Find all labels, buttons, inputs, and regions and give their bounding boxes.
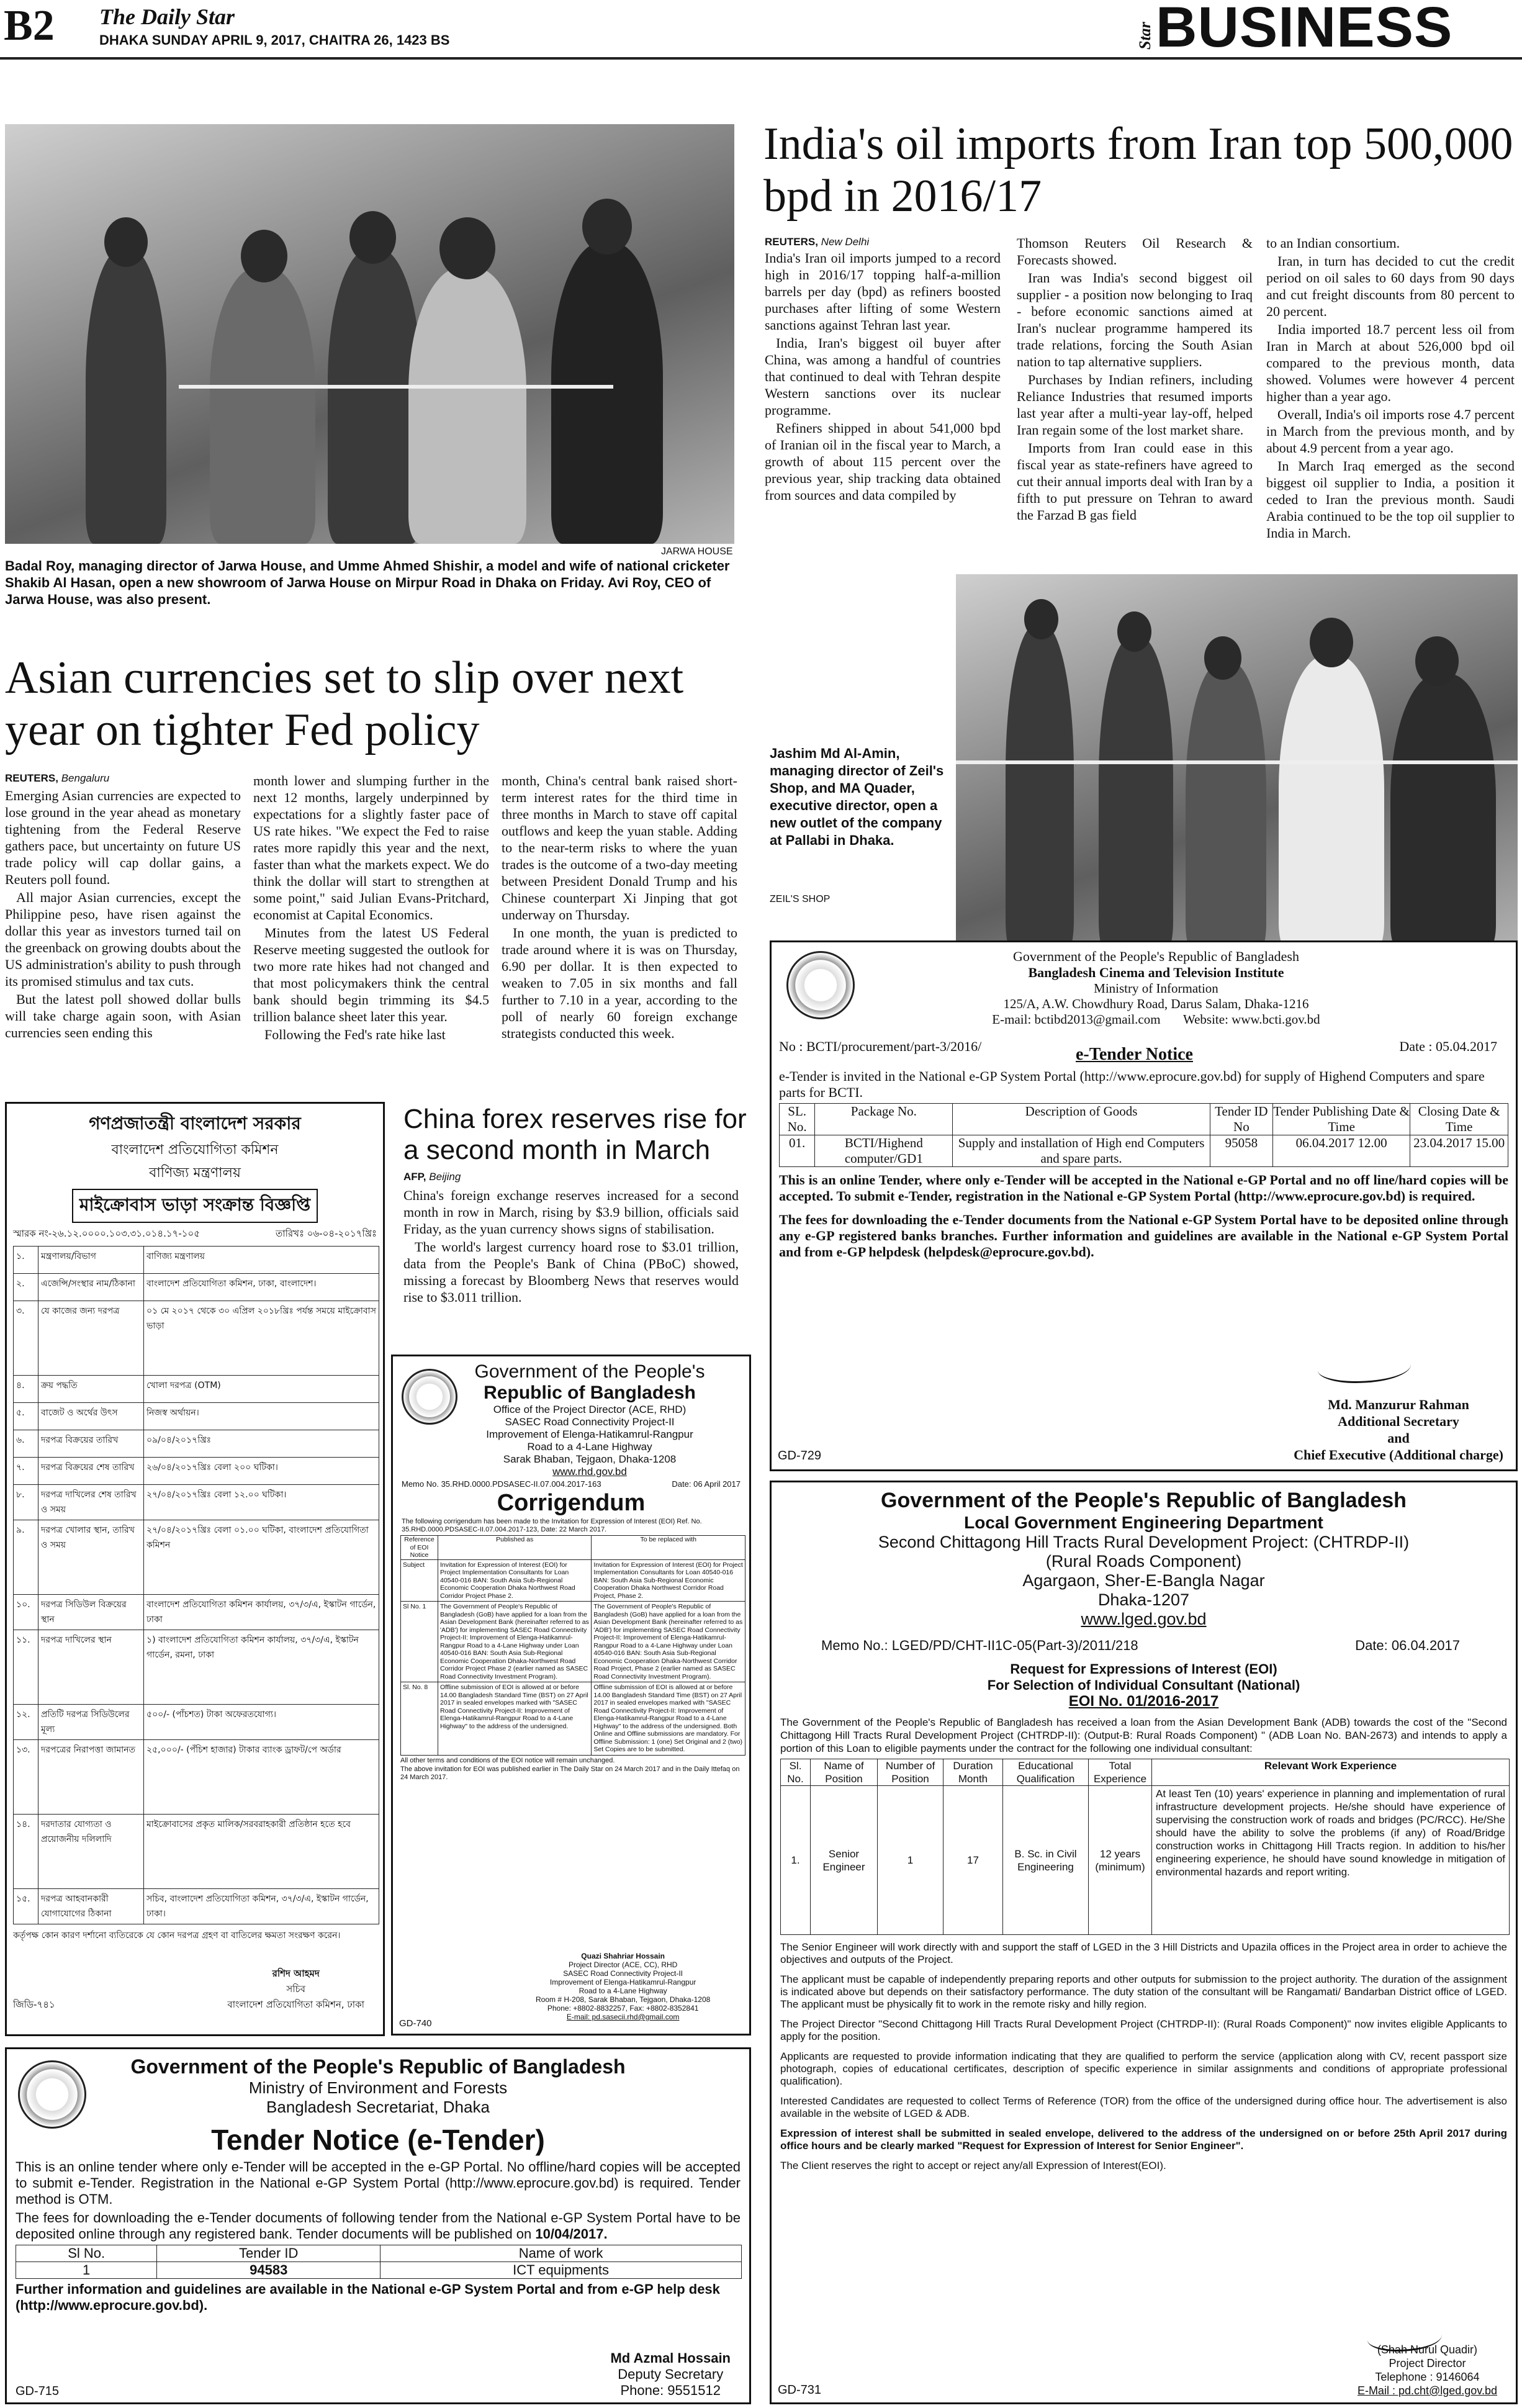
rhd-table-cell: Offline submission of EOI is allowed at or before 14.00 Bangladesh Standard Time (BST) on 27 April 2017 in sealed envelopes marked with "SASEC Road Connectivity Project-II: Improvement of Elenga-Hatikamrul-Rangpur Road to a 4-Lane Highway" to the address of the undersigned.	[438, 1682, 592, 1756]
bn-date: তারিখঃ ০৬-০৪-২০১৭খ্রিঃ	[275, 1228, 377, 1239]
bn-signer: রশিদ আহমদ	[272, 1968, 320, 1979]
rhd-memo: Memo No. 35.RHD.0000.PDSASEC-II.07.004.2017-163	[402, 1479, 601, 1489]
bn-table-cell: ১.	[14, 1247, 38, 1274]
bn-table-cell: দরপত্র সিডিউল বিক্রয়ের স্থান	[38, 1595, 144, 1630]
oil-col2-paragraph: Iran was India's second biggest oil supplier - a position now belonging to Iraq - before economic sanctions aimed at Iran's nuclear programme hampered its trade relations, forcing the South Asian nation to tap alternative suppliers.	[1017, 270, 1253, 369]
bn-table-cell: সচিব, বাংলাদেশ প্রতিযোগিতা কমিশন, ৩৭/৩/এ, ইস্কাটন গার্ডেন, ঢাকা।	[144, 1889, 379, 1924]
rhd-table-cell: The Government of People's Republic of Bangladesh (GoB) have applied for a loan from the Asian Development Bank (hereinafter referred to as 'ADB') for implementing SASEC Road Connectivity Project-II: Improvement of Elenga-Hatikamrul-Rangpur Road to a 4-Lane Highway under Loan 40540-016 BAN: South Asia Sub-Regional Economic Cooperation Dhaka-Northwest Road Corridor Project Phase 2 (earlier named as SASEC Road Connectivity Investment Program).	[438, 1602, 592, 1682]
asian-headline: Asian currencies set to slip over next year on tighter Fed policy	[5, 652, 684, 755]
bn-table-row	[14, 1705, 379, 1740]
rhd-note-2: The above invitation for EOI was published earlier in The Daily Star on 24 March 2017 and in the Daily Ittefaq on 24 March 2017.	[400, 1765, 740, 1781]
china-paragraph: China's foreign exchange reserves increased for a second month in row in March, rising by $3.9 billion, officials said Friday, as the yuan currency shows signs of stabilisation.	[403, 1188, 739, 1237]
rhd-table-header: Reference of EOI Notice	[401, 1536, 438, 1560]
rhd-line-7: Sarak Bhaban, Tejgaon, Dhaka-1208	[503, 1453, 677, 1465]
bn-table-row	[14, 1889, 379, 1924]
moef-phone: Phone: 9551512	[620, 2383, 721, 2398]
bn-memo: স্মারক নং-২৬.১২.০০০০.১০৩.৩১.০১৪.১৭-১০৫	[13, 1228, 200, 1239]
oil-column-3	[1266, 235, 1515, 554]
bn-table-cell: ৩.	[14, 1301, 38, 1376]
bn-footer: কর্তৃপক্ষ কোন কারণ দর্শানো ব্যতিরেকে যে কোন দরপত্র গ্রহণ বা বাতিলের ক্ষমতা সংরক্ষণ করেন।	[13, 1931, 341, 1941]
lged-td-experience: 12 years (minimum)	[1089, 1786, 1152, 1935]
bcti-signer-title-2: and	[1387, 1430, 1410, 1446]
bcti-line-2: Bangladesh Cinema and Television Institute	[1028, 965, 1284, 980]
lged-td-duration: 17	[943, 1786, 1003, 1935]
jarwa-house-photo	[5, 124, 734, 544]
lged-paragraphs	[772, 1935, 1516, 2186]
lged-td-number: 1	[878, 1786, 943, 1935]
lged-intro: The Government of the People's Republic of Bangladesh has received a loan from the Asian Development Bank (ADB) towards the cost of the "Second Chittagong Hill Tracts Rural Development Project (CHTRDP-II): (Output-B: Rural Roads Component) " (ADB Loan No. BAN-2673) and intends to apply a portion of this Loan to eligible payments under the contract for the following one individual consultant:	[780, 1716, 1507, 1754]
bn-table-cell: নিজস্ব অর্থায়ন।	[144, 1403, 379, 1430]
rhd-table-cell: Subject	[401, 1559, 438, 1602]
rhd-table-header: Published as	[438, 1536, 592, 1560]
bn-table	[13, 1246, 379, 1924]
bn-table-cell: মন্ত্রণালয়/বিভাগ	[38, 1247, 144, 1274]
rhd-signer-7: Phone: +8802-8832257, Fax: +8802-8352841	[547, 2004, 699, 2013]
oil-byline-agency: REUTERS,	[765, 236, 818, 248]
bcti-td-closing: 23.04.2017 15.00	[1410, 1135, 1508, 1167]
bn-table-cell: ১২.	[14, 1705, 38, 1740]
bn-table-cell: যে কাজের জন্য দরপত্র	[38, 1301, 144, 1376]
bengali-microbus-notice	[5, 1102, 385, 2036]
bcti-date: Date : 05.04.2017	[1399, 1039, 1497, 1054]
lged-title-3: EOI No. 01/2016-2017	[1068, 1693, 1219, 1710]
jarwa-credit: JARWA HOUSE	[661, 546, 733, 557]
moef-th-id: Tender ID	[157, 2245, 381, 2262]
bn-table-row	[14, 1595, 379, 1630]
bcti-th-package: Package No.	[815, 1104, 953, 1135]
bn-table-cell: দরপত্র খোলার স্থান, তারিখ ও সময়	[38, 1520, 144, 1595]
bn-heading-1: গণপ্রজাতন্ত্রী বাংলাদেশ সরকার	[89, 1113, 301, 1134]
bcti-td-id: 95058	[1210, 1135, 1272, 1167]
bcti-th-sl: SL. No.	[780, 1104, 815, 1135]
rhd-table-header: To be replaced with	[592, 1536, 745, 1560]
oil-byline	[765, 236, 869, 248]
asian-col3-paragraph: month, China's central bank raised short-term interest rates for the third time in three months in March to stave off capital outflows and keep the yuan stable. Adding to the near-term risks to where the yuan trades is the outcome of a two-day meeting between President Donald Trump and his Chinese counterpart Xi Jinping that got underway on Thursday.	[502, 773, 737, 922]
oil-col1-paragraph: India, Iran's biggest oil buyer after China, was among a handful of countries that continued to deal with Tehran despite Western sanctions over its nuclear programme.	[765, 335, 1001, 418]
moef-title: Tender Notice (e-Tender)	[211, 2124, 545, 2156]
section-star: Star	[1136, 22, 1154, 50]
bn-table-cell: বাংলাদেশ প্রতিযোগিতা কমিশন, ঢাকা, বাংলাদেশ।	[144, 1274, 379, 1301]
moef-td-sl: 1	[16, 2262, 157, 2279]
bn-table-row	[14, 1247, 379, 1274]
asian-byline-place: Bengaluru	[61, 772, 110, 784]
rhd-date: Date: 06 April 2017	[672, 1479, 741, 1489]
bn-table-cell: দরপত্র দাখিলের শেষ তারিখ ও সময়	[38, 1485, 144, 1520]
bn-table-cell: ১০.	[14, 1595, 38, 1630]
rhd-signer-6: Room # H-208, Sarak Bhaban, Tejgaon, Dhaka-1208	[536, 1995, 711, 2004]
moef-td-id: 94583	[157, 2262, 381, 2279]
bn-table-cell: দরদাতার যোগ্যতা ও প্রয়োজনীয় দলিলাদি	[38, 1815, 144, 1889]
rhd-signer-2: Project Director (ACE, CC), RHD	[568, 1960, 678, 1969]
lged-gd-number: GD-731	[778, 2383, 822, 2397]
zeils-caption: Jashim Md Al-Amin, managing director of Zeil's Shop, and MA Quader, executive director, open a new outlet of the company at Pallabi in Dhaka.	[770, 746, 944, 848]
lged-email: E-Mail : pd.cht@lged.gov.bd	[1357, 2384, 1497, 2397]
oil-col2-paragraph: Thomson Reuters Oil Research & Forecasts showed.	[1017, 235, 1253, 268]
china-body	[403, 1187, 739, 1330]
moef-para-3: Further information and guidelines are available in the National e-GP System Portal and from e-GP help desk (http://www.eprocure.gov.bd).	[16, 2281, 720, 2313]
lged-line-2: Local Government Engineering Department	[964, 1513, 1323, 1532]
bn-table-row	[14, 1815, 379, 1889]
bn-table-row	[14, 1740, 379, 1815]
rhd-website: www.rhd.gov.bd	[552, 1466, 627, 1477]
rhd-title: Corrigendum	[497, 1490, 646, 1516]
bn-table-row	[14, 1403, 379, 1430]
asian-col1-paragraph: All major Asian currencies, except the Philippine peso, have risen against the dollar this year as investors turned tail on the greenback on growing doubts about the US administration's ability to push through its promised stimulus and tax cuts.	[5, 890, 241, 989]
moef-para-1: This is an online tender where only e-Tender will be accepted in the e-GP Portal. No offline/hard copies will be accepted to submit e-Tender. Registration in the National e-GP System Portal (http://www.eprocure.gov.bd) is required. Tender method is OTM.	[16, 2159, 741, 2207]
bn-table-row	[14, 1630, 379, 1705]
bn-gd-number: জিডি-৭৪১	[13, 1999, 55, 2010]
bn-table-cell: ক্রয় পদ্ধতি	[38, 1376, 144, 1403]
bn-table-cell: ২৭/০৪/২০১৭খ্রিঃ বেলা ০১.০০ ঘটিকা, বাংলাদেশ প্রতিযোগিতা কমিশন	[144, 1520, 379, 1595]
lged-paragraph: The Senior Engineer will work directly with and support the staff of LGED in the 3 Hill Districts and Upazila offices in the Project area in order to achieve the objectives and outputs of the Project.	[780, 1941, 1507, 1965]
asian-byline-agency: REUTERS,	[5, 772, 58, 784]
moef-para-2: The fees for downloading the e-Tender documents of following tender from the National e-GP System Portal have to be deposited online through any registered bank. Tender documents will be published on	[16, 2210, 741, 2242]
moef-td-work: ICT equipments	[381, 2262, 742, 2279]
lged-memo: Memo No.: LGED/PD/CHT-II1C-05(Part-3)/2011/218	[821, 1638, 1138, 1653]
zeils-shop-photo	[956, 574, 1518, 953]
bn-heading-2: বাংলাদেশ প্রতিযোগিতা কমিশন	[111, 1142, 279, 1158]
rhd-table-cell: Offline submission of EOI is allowed at or before 14.00 Bangladesh Standard Time (BST) on 27 April 2017 in sealed envelopes marked with "SASEC Road Connectivity Project-II: Improvement of Elenga-Hatikamrul-Rangpur Road to a 4-Lane Highway" to the address of the undersigned. Both Online and Offline submissions are mandatory. For Offline Submission: 1 (one) Set Original and 2 (two) Set Copies are to be submitted.	[592, 1682, 745, 1756]
bcti-para-2: The fees for downloading the e-Tender documents from the National e-GP System Portal have to be deposited online through any e-GP registered banks branches. Further information and guidelines are available in the National e-GP System Portal and from e-GP helpdesk (helpdesk@eprocure.gov.bd).	[779, 1212, 1508, 1260]
bn-table-cell: বাংলাদেশ প্রতিযোগিতা কমিশন কার্যালয়, ৩৭/৩/এ, ইস্কাটন গার্ডেন, ঢাকা	[144, 1595, 379, 1630]
rhd-seal	[402, 1369, 457, 1425]
bn-signer-org: বাংলাদেশ প্রতিযোগিতা কমিশন, ঢাকা	[227, 1999, 364, 2010]
rhd-line-1: Government of the People's	[474, 1361, 705, 1382]
lged-line-4: (Rural Roads Component)	[1045, 1552, 1242, 1571]
oil-col3-paragraph: Iran, in turn has decided to cut the credit period on oil sales to 60 days from 90 days and cut freight discounts from 80 percent to 20 percent.	[1266, 253, 1515, 319]
rhd-table-cell: Sl No. 1	[401, 1602, 438, 1682]
lged-th-qualification: Educational Qualification	[1003, 1759, 1089, 1786]
lged-phone: Telephone : 9146064	[1375, 2371, 1480, 2383]
oil-column-1	[765, 250, 1001, 554]
bcti-td-sl: 01.	[780, 1135, 815, 1167]
bn-table-cell: দরপত্র বিক্রয়ের তারিখ	[38, 1430, 144, 1458]
rhd-line-2: Republic of Bangladesh	[484, 1382, 696, 1403]
lged-td-sl: 1.	[781, 1786, 811, 1935]
rhd-signer-5: Road to a 4-Lane Highway	[579, 1986, 667, 1995]
bn-table-cell: এজেন্সি/সংস্থার নাম/ঠিকানা	[38, 1274, 144, 1301]
rhd-line-3: Office of the Project Director (ACE, RHD)	[493, 1404, 687, 1415]
bcti-signer: Md. Manzurur Rahman	[1328, 1397, 1469, 1412]
rhd-table-row	[401, 1559, 745, 1602]
bn-title: মাইক্রোবাস ভাড়া সংক্রান্ত বিজ্ঞপ্তি	[72, 1189, 318, 1223]
bcti-td-package: BCTI/Highend computer/GD1	[815, 1135, 953, 1167]
lged-signer: (Shah Nurul Quadir)	[1377, 2343, 1477, 2356]
bcti-etender-notice	[770, 940, 1518, 1471]
bcti-line-1: Government of the People's Republic of Bangladesh	[1013, 949, 1299, 964]
bn-table-cell: ৫.	[14, 1403, 38, 1430]
bn-table-cell: ২.	[14, 1274, 38, 1301]
bn-table-row	[14, 1458, 379, 1485]
bcti-th-closing: Closing Date & Time	[1410, 1104, 1508, 1135]
paper-name: The Daily Star	[99, 4, 235, 29]
bcti-table	[779, 1103, 1508, 1167]
bcti-logo	[786, 951, 855, 1019]
lged-signer-title: Project Director	[1389, 2357, 1466, 2370]
bn-table-cell: ১) বাংলাদেশ প্রতিযোগিতা কমিশন কার্যালয়, ৩৭/৩/এ, ইস্কাটন গার্ডেন, রমনা, ঢাকা	[144, 1630, 379, 1705]
rhd-line-4: SASEC Road Connectivity Project-II	[505, 1416, 675, 1428]
china-paragraph: The world's largest currency hoard rose to $3.01 trillion, data from the People's Bank of China (PBoC) showed, missing a forecast by Bloomberg News that reserves would rise to $3.011 trillion.	[403, 1239, 739, 1305]
bcti-website: Website: www.bcti.gov.bd	[1182, 1012, 1320, 1027]
rhd-signer-8: E-mail: pd.sasecii.rhd@gmail.com	[566, 2013, 680, 2021]
bn-table-row	[14, 1376, 379, 1403]
bn-table-cell: ৯.	[14, 1520, 38, 1595]
lged-paragraph: The Project Director "Second Chittagong Hill Tracts Rural Development Project (CHTRDP-II): (Rural Roads Component)" now invites eligible Applicants to apply for the position.	[780, 2018, 1507, 2042]
rhd-table	[400, 1535, 745, 1756]
lged-table	[780, 1759, 1510, 1935]
rhd-corrigendum-notice	[391, 1355, 751, 2036]
lged-th-experience: Total Experience	[1089, 1759, 1152, 1786]
bn-table-cell: খোলা দরপত্র (OTM)	[144, 1376, 379, 1403]
lged-td-relevant: At least Ten (10) years' experience in planning and implementation of rural infrastructure development projects. He/she should have experience of supervising the construction work of roads and bridges (PC/RCC). He/She should have the ability to solve the problems (if any) of Road/Bridge construction works in Chittagong Hill Tracts region. In addition to his/her engineering experience, he should have sound knowledge in mitigation of environmental hazards and report writing.	[1152, 1786, 1510, 1935]
lged-eoi-notice	[770, 1481, 1518, 2404]
lged-line-3: Second Chittagong Hill Tracts Rural Development Project: (CHTRDP-II)	[878, 1533, 1410, 1551]
rhd-line-5: Improvement of Elenga-Hatikamrul-Rangpur	[486, 1428, 693, 1440]
rhd-line-6: Road to a 4-Lane Highway	[527, 1441, 652, 1453]
bn-table-cell: ১৪.	[14, 1815, 38, 1889]
bcti-email: E-mail: bctibd2013@gmail.com	[992, 1012, 1161, 1027]
bn-table-cell: ১১.	[14, 1630, 38, 1705]
rhd-table-cell: Sl. No. 8	[401, 1682, 438, 1756]
lged-th-position: Name of Position	[811, 1759, 878, 1786]
china-byline	[403, 1171, 461, 1183]
page-number: B2	[4, 2, 55, 50]
asian-column-2	[253, 772, 489, 1073]
lged-paragraph: Interested Candidates are requested to collect Terms of Reference (TOR) from the office of the undersigned during office hour. The advertisement is also available in the website of LGED & ADB.	[780, 2095, 1507, 2119]
bcti-signature	[1318, 1352, 1411, 1383]
moef-table	[16, 2245, 742, 2279]
asian-col1-paragraph: Emerging Asian currencies are expected to lose ground in the year ahead as monetary tightening from the Federal Reserve gathers pace, but uncertainty on future US trade policy will cap dollar gains, a Reuters poll found.	[5, 788, 241, 887]
bn-table-cell: বাণিজ্য মন্ত্রণালয়	[144, 1247, 379, 1274]
bn-table-cell: ৫০০/- (পাঁচশত) টাকা অফেরতযোগ্য।	[144, 1705, 379, 1740]
bn-table-cell: ৬.	[14, 1430, 38, 1458]
bcti-line-3: Ministry of Information	[1094, 981, 1218, 996]
bn-table-cell: দরপত্র বিক্রয়ের শেষ তারিখ	[38, 1458, 144, 1485]
lged-td-position: Senior Engineer	[811, 1786, 878, 1935]
lged-paragraph: Expression of interest shall be submitted in sealed envelope, delivered to the address of the undersigned on or before 25th April 2017 during office hours and be clearly marked "Request for Expression of Interest for Senior Engineer".	[780, 2127, 1507, 2152]
bcti-signer-title-3: Chief Executive (Additional charge)	[1294, 1447, 1503, 1463]
bcti-signer-title-1: Additional Secretary	[1338, 1414, 1459, 1429]
asian-column-3	[502, 772, 737, 1073]
rhd-signer: Quazi Shahriar Hossain	[581, 1952, 665, 1960]
bn-table-cell: ১৩.	[14, 1740, 38, 1815]
moef-signer: Md Azmal Hossain	[610, 2350, 731, 2366]
bn-table-cell: মাইক্রোবাসের প্রকৃত মালিক/সরবরাহকারী প্রতিষ্ঠান হতে হবে	[144, 1815, 379, 1889]
bn-table-cell: ৭.	[14, 1458, 38, 1485]
rhd-table-cell: The Government of People's Republic of Bangladesh (GoB) have applied for a loan from the Asian Development Bank (hereinafter referred to as 'ADB') for implementing SASEC Road Connectivity Project-II: Improvement of Elenga-Hatikamrul-Rangpur Road to a 4-Lane Highway under Loan 40540-016 BAN: South Asia Sub-Regional Economic Cooperation Dhaka-Northwest Corridor Road Project, Phase 2 (earlier named as SASEC Road Connectivity Investment Program).	[592, 1602, 745, 1682]
oil-col2-paragraph: Purchases by Indian refiners, including Reliance Industries that resumed imports last year after a multi-year lay-off, helped Iran regain some of the lost market share.	[1017, 372, 1253, 438]
lged-th-duration: Duration Month	[943, 1759, 1003, 1786]
lged-paragraph: Applicants are requested to provide information indicating that they are qualified to perform the service (application along with CV, recent passport size photograph, copies of educational certificates, description of specific experience in similar assignments and conditions of appropriate professional qualification).	[780, 2050, 1507, 2087]
lged-paragraph: The applicant must be capable of independently preparing reports and other outputs for submission to the project authority. The duration of the assignment is indicated above but depends on their satisfactory performance. The duty station of the consultant will be Rangamati/ Bandarban District office of LGED. The applicant must be physically fit to work in the remote risky and hilly region.	[780, 1973, 1507, 2010]
moef-signer-title: Deputy Secretary	[618, 2366, 724, 2382]
asian-col2-paragraph: Minutes from the latest US Federal Reserve meeting suggested the outlook for two more rate hikes had not changed and that most policymakers think the central bank should begin trimming its $4.5 trillion balance sheet later this year.	[253, 925, 489, 1024]
rhd-table-cell: Invitation for Expression of Interest (EOI) for Project Implementation Consultants for Loan 40540-016 BAN: South Asia Sub-Regional Economic Cooperation Dhaka Northwest Corridor Road Project, Phase 2.	[592, 1559, 745, 1602]
bn-table-cell: ২৭/০৪/২০১৭খ্রিঃ বেলা ১২.০০ ঘটিকা।	[144, 1485, 379, 1520]
bn-table-cell: ০৯/০৪/২০১৭খ্রিঃ	[144, 1430, 379, 1458]
bcti-gd-number: GD-729	[778, 1449, 822, 1463]
moef-th-work: Name of work	[381, 2245, 742, 2262]
bcti-para-1: This is an online Tender, where only e-Tender will be accepted in the National e-GP Portal and no off line/hard copies will be accepted. To submit e-Tender, registration in the National e-GP System Portal (http://www.eprocure.gov.bd) is required.	[779, 1172, 1508, 1204]
rhd-table-row	[401, 1602, 745, 1682]
bn-table-cell: ২৫,০০০/- (পঁচিশ হাজার) টাকার ব্যাংক ড্রাফট/পে অর্ডার	[144, 1740, 379, 1815]
oil-col3-paragraph: Overall, India's oil imports rose 4.7 percent in March from the previous month, and by about 4.9 percent from a year ago.	[1266, 407, 1515, 456]
rhd-intro: The following corrigendum has been made to the Invitation for Expression of Interest (EOI) Ref. No. 35.RHD.0000.PDSASEC-II.07.004.2017-123, Date: 22 March 2017.	[402, 1518, 702, 1533]
oil-col3-paragraph: In March Iraq emerged as the second biggest oil supplier to India, a position it ceded to Iran the previous month. Saudi Arabia continued to be the top oil supplier to India in March.	[1266, 458, 1515, 541]
bn-table-row	[14, 1301, 379, 1376]
zeils-credit: ZEIL'S SHOP	[770, 894, 831, 904]
oil-col1-paragraph: India's Iran oil imports jumped to a record high in 2016/17 topping half-a-million barrels per day (bpd) as refiners boosted purchases after lifting of some Western sanctions against Tehran last year.	[765, 250, 1001, 333]
bcti-line-4: 125/A, A.W. Chowdhury Road, Darus Salam, Dhaka-1216	[1003, 996, 1309, 1011]
moef-line-3: Bangladesh Secretariat, Dhaka	[266, 2098, 490, 2116]
bn-table-row	[14, 1430, 379, 1458]
rhd-signer-3: SASEC Road Connectivity Project-II	[563, 1969, 683, 1978]
dateline: DHAKA SUNDAY APRIL 9, 2017, CHAITRA 26, 1423 BS	[99, 32, 450, 48]
bcti-th-desc: Description of Goods	[953, 1104, 1210, 1135]
lged-line-6: Dhaka-1207	[1097, 1590, 1190, 1609]
bn-table-row	[14, 1274, 379, 1301]
lged-th-sl: Sl. No.	[781, 1759, 811, 1786]
rhd-table-row	[401, 1682, 745, 1756]
bn-table-row	[14, 1485, 379, 1520]
oil-col1-paragraph: Refiners shipped in about 541,000 bpd of Iranian oil in the fiscal year to March, a growth of about 115 percent over the previous year, ship tracking data obtained from sources and data compiled by	[765, 420, 1001, 503]
lged-title-1: Request for Expressions of Interest (EOI)	[1010, 1661, 1277, 1677]
bcti-th-id: Tender ID No	[1210, 1104, 1272, 1135]
bn-heading-3: বাণিজ্য মন্ত্রণালয়	[149, 1165, 241, 1181]
rhd-gd-number: GD-740	[399, 2018, 432, 2029]
moef-tender-notice	[5, 2047, 751, 2404]
bn-table-cell: দরপত্রের নিরাপত্তা জামানত	[38, 1740, 144, 1815]
china-byline-place: Beijing	[429, 1171, 461, 1183]
oil-byline-place: New Delhi	[821, 236, 870, 248]
asian-column-1	[5, 787, 241, 1073]
bn-table-cell: ২৬/০৪/২০১৭খ্রিঃ বেলা ২০০ ঘটিকা।	[144, 1458, 379, 1485]
section-title: BUSINESS	[1156, 0, 1453, 57]
bn-signer-title: সচিব	[286, 1983, 305, 1995]
oil-col3-paragraph: India imported 18.7 percent less oil from Iran in March at about 526,000 bpd oil compared to the previous month, data showed. Volumes were however 4 percent higher than a year ago.	[1266, 322, 1515, 404]
oil-col2-paragraph: Imports from Iran could ease in this fiscal year as state-refiners have agreed to cut their annual imports deal with Iran by a fifth to put pressure on Tehran to award the Farzad B gas field	[1017, 440, 1253, 523]
bcti-th-publish: Tender Publishing Date & Time	[1273, 1104, 1410, 1134]
moef-publish-date: 10/04/2017.	[535, 2226, 608, 2242]
bcti-title: e-Tender Notice	[1076, 1045, 1193, 1064]
bn-table-row	[14, 1520, 379, 1595]
oil-headline: India's oil imports from Iran top 500,000 bpd in 2016/17	[763, 119, 1513, 222]
moef-seal	[18, 2060, 86, 2129]
asian-col2-paragraph: Following the Fed's rate hike last	[264, 1027, 446, 1042]
bn-table-cell: বাজেট ও অর্থের উৎস	[38, 1403, 144, 1430]
bn-table-cell: ৪.	[14, 1376, 38, 1403]
bn-table-cell: প্রতিটি দরপত্র সিডিউলের মূল্য	[38, 1705, 144, 1740]
rhd-table-cell: Invitation for Expression of Interest (EOI) for Project Implementation Consultants for Loan 40540-016 BAN: South Asia Sub-Regional Economic Cooperation Dhaka Northwest Road Corridor Project Phase 2.	[438, 1559, 592, 1602]
lged-website: www.lged.gov.bd	[1081, 1610, 1207, 1628]
bn-table-cell: ০১ মে ২০১৭ থেকে ৩০ এপ্রিল ২০১৮খ্রিঃ পর্যন্ত সময়ে মাইক্রোবাস ভাড়া	[144, 1301, 379, 1376]
asian-col2-paragraph: month lower and slumping further in the next 12 months, largely underpinned by expectations for a slightly faster pace of US rate hikes. "We expect the Fed to raise rates more rapidly this year and the next, faster than what the markets expect. We do think the dollar will start to strengthen at some point," said Julian Evans-Pritchard, economist at Capital Economics.	[253, 773, 489, 922]
jarwa-caption: Badal Roy, managing director of Jarwa House, and Umme Ahmed Shishir, a model and wife of national cricketer Shakib Al Hasan, open a new showroom of Jarwa House on Mirpur Road in Dhaka on Friday. Avi Roy, CEO of Jarwa House, was also present.	[5, 558, 730, 607]
oil-column-2	[1017, 235, 1253, 554]
asian-byline	[5, 772, 109, 785]
china-byline-agency: AFP,	[403, 1171, 426, 1183]
moef-line-1: Government of the People's Republic of Bangladesh	[130, 2055, 626, 2078]
rhd-signer-4: Improvement of Elenga-Hatikamrul-Rangpur	[549, 1978, 696, 1986]
bn-table-cell: ৮.	[14, 1485, 38, 1520]
moef-th-sl: Sl No.	[16, 2245, 157, 2262]
lged-date: Date: 06.04.2017	[1355, 1638, 1460, 1653]
moef-line-2: Ministry of Environment and Forests	[248, 2078, 508, 2097]
rhd-note-1: All other terms and conditions of the EOI notice will remain unchanged.	[400, 1756, 615, 1764]
asian-col3-paragraph: In one month, the yuan is predicted to trade around where it is was on Thursday, 6.90 per dollar. It is then expected to weaken to 7.05 in six months and fall further to 7.10 in a year, according to the poll of nearly 60 foreign exchange strategists conducted this week.	[502, 925, 737, 1041]
bcti-td-publish: 06.04.2017 12.00	[1273, 1135, 1410, 1167]
lged-line-1: Government of the People's Republic of Bangladesh	[881, 1489, 1407, 1512]
lged-th-relevant: Relevant Work Experience	[1152, 1759, 1510, 1786]
oil-col3-paragraph: to an Indian consortium.	[1266, 235, 1400, 251]
lged-paragraph: The Client reserves the right to accept or reject any/all Expression of Interest(EOI).	[780, 2160, 1166, 2171]
lged-title-2: For Selection of Individual Consultant (National)	[987, 1677, 1300, 1693]
lged-td-qualification: B. Sc. in Civil Engineering	[1003, 1786, 1089, 1935]
bcti-intro: e-Tender is invited in the National e-GP System Portal (http://www.eprocure.gov.bd) for supply of Highend Computers and spare parts for BCTI.	[779, 1068, 1485, 1100]
china-headline: China forex reserves rise for a second month in March	[403, 1104, 747, 1165]
bcti-td-desc: Supply and installation of High end Computers and spare parts.	[953, 1135, 1210, 1167]
lged-th-number: Number of Position	[878, 1759, 943, 1786]
lged-line-5: Agargaon, Sher-E-Bangla Nagar	[1022, 1571, 1265, 1590]
asian-col1-paragraph: But the latest poll showed dollar bulls will take charge again soon, with Asian currencies seen ending this	[5, 991, 241, 1040]
bn-table-cell: ১৫.	[14, 1889, 38, 1924]
bn-table-cell: দরপত্র আহবানকারী যোগাযোগের ঠিকানা	[38, 1889, 144, 1924]
bcti-ref-no: No : BCTI/procurement/part-3/2016/	[779, 1039, 982, 1054]
moef-gd-number: GD-715	[16, 2384, 60, 2398]
bn-table-cell: দরপত্র দাখিলের স্থান	[38, 1630, 144, 1705]
